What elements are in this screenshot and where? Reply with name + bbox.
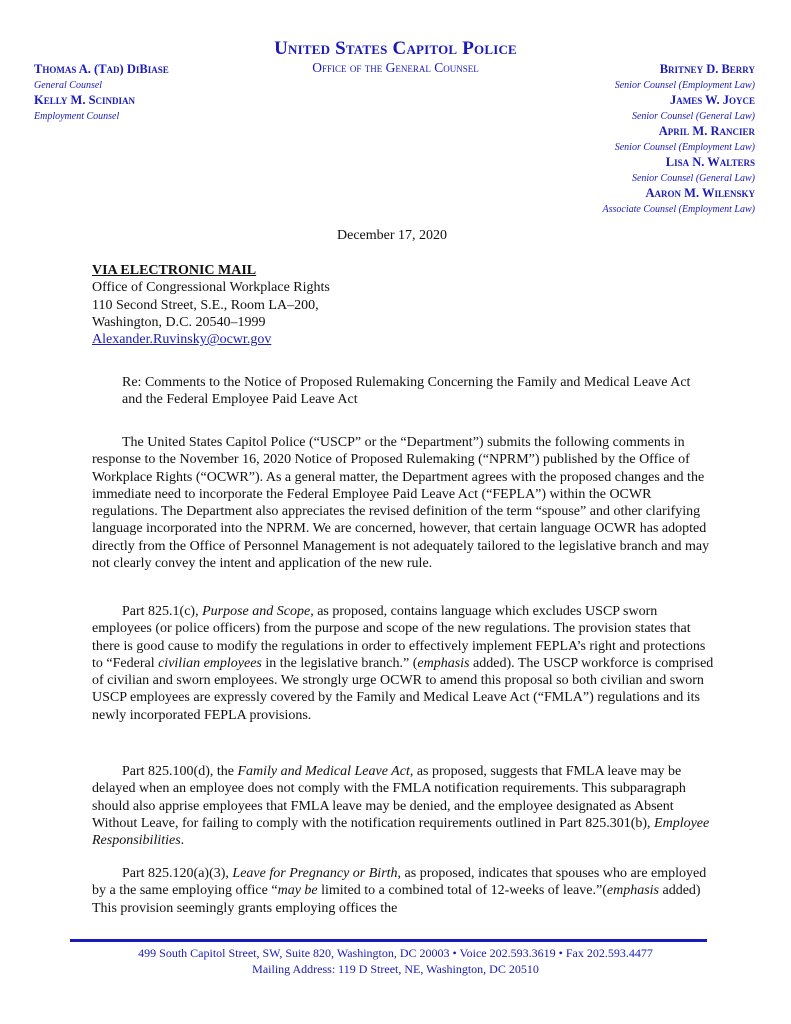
footer-address: 499 South Capitol Street, SW, Suite 820, Washington, DC 20003 • Voice 202.593.3619 • Fax 202.593.4477 — [138, 946, 653, 960]
staff-title: Associate Counsel (Employment Law) — [602, 203, 755, 215]
text-run: Part 825.120(a)(3), — [122, 866, 233, 881]
staff-name: James W. Joyce — [669, 93, 755, 107]
footer — [0, 946, 791, 977]
text-run-italic: emphasis — [606, 883, 659, 899]
staff-title: Employment Counsel — [34, 110, 120, 122]
body-paragraph — [92, 865, 714, 917]
delivery-method: VIA ELECTRONIC MAIL — [92, 263, 257, 278]
staff-list-right — [603, 62, 755, 217]
paragraph-text: The United States Capitol Police (“USCP” or the “Department”) submits the following comments in response to the November 16, 2020 Notice of Proposed Rulemaking (“NPRM”) published by the Office of Workplace Rights (“OCWR”). As a general matter, the Department agrees with the proposed changes and the immediate need to incorporate the Federal Employee Paid Leave Act (“FEPLA”) within the OCWR regulations. The Department also appreciates the revised definition of the term “spouse” and other clarifying language incorporated into the NPRM. We are concerned, however, that certain language OCWR has adopted directly from the Office of Personnel Management is not adequately tailored to the legislative branch and may not clearly convey the intent and application of the new rule. — [92, 435, 710, 572]
text-run: Part 825.100(d), the — [122, 764, 238, 779]
body-paragraph — [92, 763, 714, 849]
recipient-line: Office of Congressional Workplace Rights — [92, 280, 330, 296]
text-run: , as proposed, contains language which excludes USCP sworn employees (or police officers) from the purpose and scope of the new regulations. The provision states that there is good cause to modify the regulations in order to effectively implement FEPLA’s right and protections to “Federal — [92, 604, 706, 671]
text-run: in the legislative branch.” ( — [261, 655, 418, 671]
body-paragraph — [92, 603, 714, 724]
organization-name: United States Capitol Police — [274, 38, 517, 59]
text-run: , as proposed, indicates that spouses who are employed by a the same employing office “ — [92, 866, 707, 899]
staff-title: Senior Counsel (General Law) — [631, 110, 755, 122]
subject-line: Re: Comments to the Notice of Proposed Rulemaking Concerning the Family and Medical Leave Act and the Federal Employee Paid Leave Act — [122, 375, 691, 408]
footer-mailing-address: Mailing Address: 119 D Street, NE, Washington, DC 20510 — [252, 961, 539, 976]
text-run-italic: Family and Medical Leave Act — [237, 764, 410, 779]
letter-date: December 17, 2020 — [337, 228, 448, 243]
body-paragraph — [92, 434, 714, 572]
text-run: limited to a combined total of 12-weeks of leave.”( — [317, 883, 607, 899]
text-run-italic: emphasis — [417, 655, 470, 671]
text-run-italic: Leave for Pregnancy or Birth — [232, 866, 398, 881]
recipient-address — [92, 262, 330, 348]
staff-name: Lisa N. Walters — [665, 155, 755, 169]
text-run-italic: Purpose and Scope — [202, 604, 311, 619]
text-run: . — [180, 833, 185, 849]
staff-list-left — [34, 62, 169, 124]
recipient-line: Washington, D.C. 20540–1999 — [92, 314, 266, 330]
staff-name: April M. Rancier — [658, 124, 755, 138]
staff-title: General Counsel — [34, 79, 103, 91]
staff-name: Britney D. Berry — [659, 62, 755, 76]
text-run-italic: may be — [277, 883, 318, 899]
staff-name: Aaron M. Wilensky — [645, 186, 755, 200]
staff-title: Senior Counsel (Employment Law) — [614, 141, 755, 153]
staff-title: Senior Counsel (General Law) — [631, 172, 755, 184]
text-run-italic: Employee Responsibilities — [92, 815, 710, 849]
recipient-line: 110 Second Street, S.E., Room LA–200, — [92, 297, 319, 313]
text-run: added) This provision seemingly grants employing offices the — [92, 883, 701, 916]
text-run: added). The USCP workforce is comprised of civilian and sworn employees. We strongly urge OCWR to amend this proposal so both civilian and sworn USCP employees are expressly covered by the Family and Medical Leave Act (“FMLA”) regulations and its newly incorporated FEPLA provisions. — [92, 655, 714, 723]
text-run-italic: civilian employees — [158, 655, 262, 671]
text-run: Part 825.1(c), — [122, 604, 203, 619]
staff-name: Thomas A. (Tad) DiBiase — [34, 62, 169, 76]
staff-name: Kelly M. Scindian — [34, 93, 136, 107]
office-name: Office of the General Counsel — [312, 60, 479, 75]
text-run: , as proposed, suggests that FMLA leave may be delayed when an employee does not comply with the FMLA notification requirements. This subparagraph should also apprise employees that FMLA leave may be denied, and the employee designated as Absent Without Leave, for failing to comply with the notification requirements outlined in Part 825.301(b), — [92, 764, 686, 831]
staff-title: Senior Counsel (Employment Law) — [614, 79, 755, 91]
recipient-email-link[interactable]: Alexander.Ruvinsky@ocwr.gov — [92, 332, 272, 348]
footer-divider — [70, 939, 707, 942]
